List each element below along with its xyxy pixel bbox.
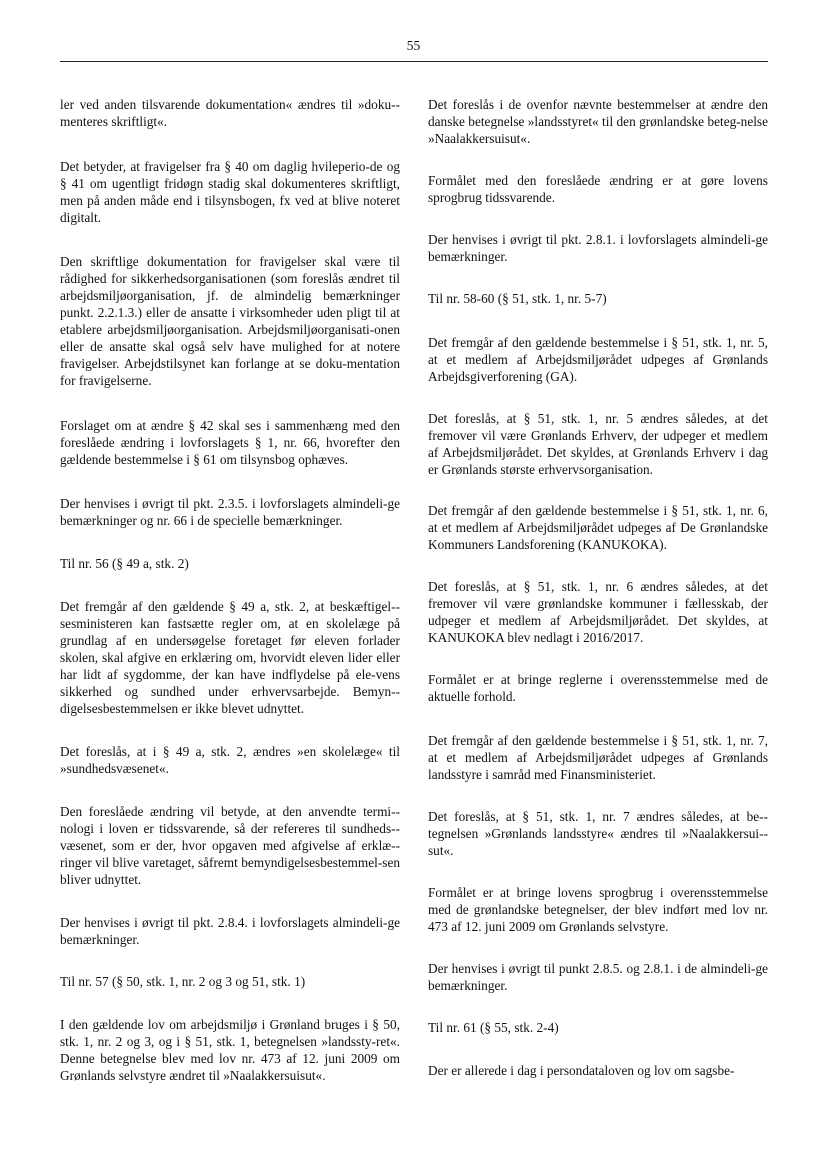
paragraph: Det fremgår af den gældende bestemmelse i § 51, stk. 1, nr. 7, at et medlem af Arbejdsmiljørådet udpeges af Grønlands landsstyre i samråd med Finansministeriet. — [428, 733, 768, 782]
paragraph: Det foreslås, at § 51, stk. 1, nr. 5 ændres således, at det fremover vil være Grønlands Erhverv, der udpeger et medlem af Arbejdsmiljørådet. Det skyldes, at Grønlands Erhverv i dag er Grønlands største erhvervsorganisation. — [428, 411, 768, 477]
paragraph: ler ved anden tilsvarende dokumentation« ændres til »doku-menteres skriftligt«. — [60, 97, 400, 129]
section-heading: Til nr. 56 (§ 49 a, stk. 2) — [60, 556, 189, 571]
paragraph: I den gældende lov om arbejdsmiljø i Grønland bruges i § 50, stk. 1, nr. 2 og 3, og i § 51, stk. 1, betegnelsen »landssty-ret«. Denne betegnelse blev med lov nr. 473 af 12. juni 2009 om Grønlands selvstyre ændret til »Naalakkersuisut«. — [60, 1017, 400, 1083]
section-heading: Til nr. 58-60 (§ 51, stk. 1, nr. 5-7) — [428, 291, 607, 306]
page-number: 55 — [406, 38, 421, 53]
paragraph: Der er allerede i dag i persondataloven og lov om sagsbe- — [428, 1063, 735, 1078]
paragraph: Formålet er at bringe reglerne i overensstemmelse med de aktuelle forhold. — [428, 672, 768, 704]
paragraph: Der henvises i øvrigt til pkt. 2.3.5. i lovforslagets almindeli-ge bemærkninger og nr. 66 i de specielle bemærkninger. — [60, 496, 400, 528]
left-column — [60, 96, 400, 1084]
paragraph: Det betyder, at fravigelser fra § 40 om daglig hvileperio-de og § 41 om ugentligt fridøgn stadig skal dokumenteres skriftligt, men på anden måde end i tilsynsbogen, fx ved at blive noteret digitalt. — [60, 159, 400, 225]
paragraph: Det foreslås, at i § 49 a, stk. 2, ændres »en skolelæge« til »sundhedsvæsenet«. — [60, 744, 400, 776]
paragraph: Det foreslås, at § 51, stk. 1, nr. 7 ændres således, at be-tegnelsen »Grønlands landsstyre« ændres til »Naalakkersui-sut«. — [428, 809, 768, 858]
paragraph: Det fremgår af den gældende bestemmelse i § 51, stk. 1, nr. 6, at et medlem af Arbejdsmiljørådet udpeges af De Grønlandske Kommuners Landsforening (KANUKOKA). — [428, 503, 768, 552]
paragraph: Formålet med den foreslåede ændring er at gøre lovens sprogbrug tidssvarende. — [428, 173, 768, 205]
paragraph: Formålet er at bringe lovens sprogbrug i overensstemmelse med de grønlandske betegnelser, der blev indført med lov nr. 473 af 12. juni 2009 om Grønlands selvstyre. — [428, 885, 768, 934]
paragraph: Der henvises i øvrigt til pkt. 2.8.4. i lovforslagets almindeli-ge bemærkninger. — [60, 915, 400, 947]
paragraph: Der henvises i øvrigt til pkt. 2.8.1. i lovforslagets almindeli-ge bemærkninger. — [428, 232, 768, 264]
paragraph: Det fremgår af den gældende bestemmelse i § 51, stk. 1, nr. 5, at et medlem af Arbejdsmiljørådet udpeges af Grønlands Arbejdsgiverforening (GA). — [428, 335, 768, 384]
paragraph: Det fremgår af den gældende § 49 a, stk. 2, at beskæftigel-sesministeren kan fastsætte regler om, at en skolelæge på grundlag af en undersøgelse foretaget før eleven forlader skolen, skal afgive en erklæring om, hvorvidt eleven lider eller har lidt af sygdomme, der kan have indflydelse på ele-vens sikkerhed og sundhed under erhvervsarbejde. Bemyn-digelsesbestemmelsen er ikke blevet udnyttet. — [60, 599, 400, 716]
paragraph: Det foreslås i de ovenfor nævnte bestemmelser at ændre den danske betegnelse »landsstyret« til den grønlandske beteg-nelse »Naalakkersuisut«. — [428, 97, 768, 146]
paragraph: Forslaget om at ændre § 42 skal ses i sammenhæng med den foreslåede ændring i lovforslagets § 1, nr. 66, hvorefter den gældende bestemmelse i § 61 om tilsynsbog ophæves. — [60, 418, 400, 467]
paragraph: Den foreslåede ændring vil betyde, at den anvendte termi-nologi i loven er tidssvarende, så der refereres til sundheds-væsenet, som er der, hvor opgaven med afgivelse af erklæ-ringer vil blive varetaget, såfremt bemyndigelsesbestemmel-sen bliver udnyttet. — [60, 804, 400, 887]
paragraph: Det foreslås, at § 51, stk. 1, nr. 6 ændres således, at det fremover vil være grønlandske kommuner i fællesskab, der udpeger et medlem af Arbejdsmiljørådet. Det skyldes, at KANUKOKA blev nedlagt i 2016/2017. — [428, 579, 768, 645]
right-column — [428, 96, 768, 1079]
header-rule — [60, 61, 768, 62]
section-heading: Til nr. 57 (§ 50, stk. 1, nr. 2 og 3 og 51, stk. 1) — [60, 974, 306, 989]
paragraph: Der henvises i øvrigt til punkt 2.8.5. og 2.8.1. i de almindeli-ge bemærkninger. — [428, 961, 768, 993]
section-heading: Til nr. 61 (§ 55, stk. 2-4) — [428, 1020, 559, 1035]
paragraph: Den skriftlige dokumentation for fravigelser skal være til rådighed for sikkerhedsorganisationen (som foreslås ændret til arbejdsmiljøorganisation, jf. de almindelig bemærkninger punkt. 2.2.1.3.) eller de ansatte i virksomheder uden pligt til at etablere arbejdsmiljøorganisation. Arbejdsmiljøorganisati-onen eller de ansatte skal også selv have mulighed for at notere fravigelser. Arbejdstilsynet kan forlange at se doku-mentation for fravigelserne. — [60, 254, 400, 388]
